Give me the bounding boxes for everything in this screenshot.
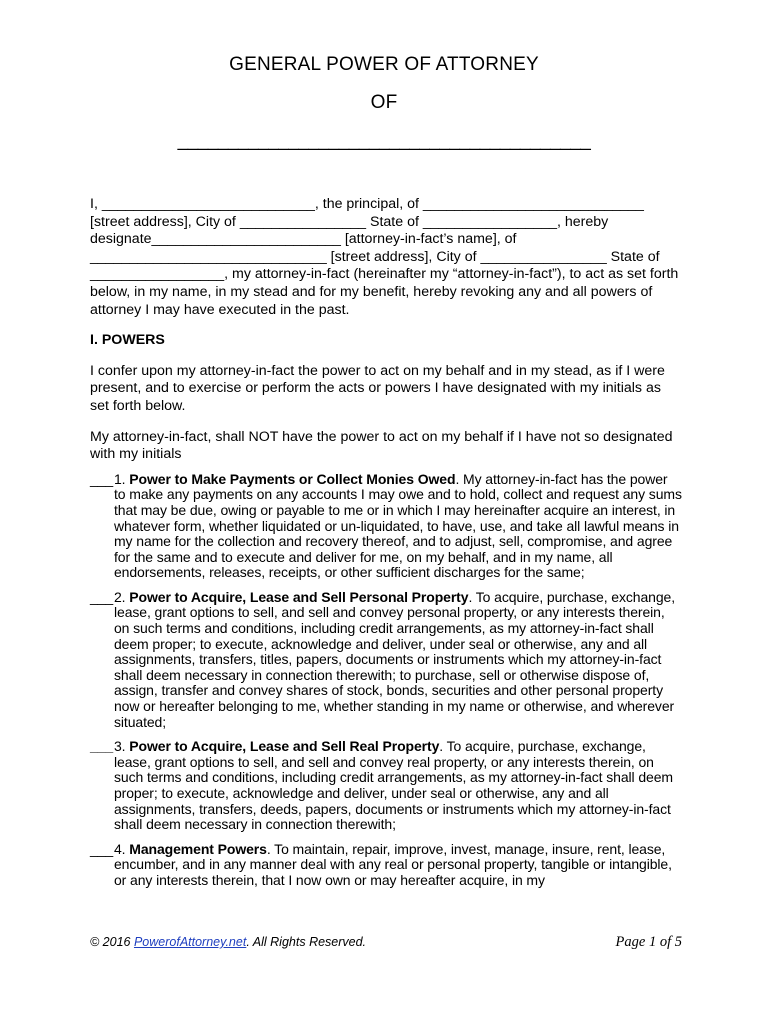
power-item-3 xyxy=(90,739,682,833)
document-title: GENERAL POWER OF ATTORNEY xyxy=(229,54,539,75)
power-item-1 xyxy=(90,472,682,581)
item-title: Power to Acquire, Lease and Sell Real Property xyxy=(129,738,440,755)
website-link[interactable]: PowerofAttorney.net xyxy=(133,935,247,949)
copyright-prefix: © 2016 xyxy=(90,935,134,949)
initials-blank[interactable]: ___ xyxy=(90,738,114,755)
item-title: Power to Make Payments or Collect Monies Owed xyxy=(129,470,456,487)
initials-blank[interactable]: ___ xyxy=(90,588,114,605)
initials-blank[interactable]: ___ xyxy=(90,840,114,857)
item-title: Power to Acquire, Lease and Sell Personal Property xyxy=(129,588,469,605)
document-title-of: OF xyxy=(370,92,398,113)
copyright-suffix: . All Rights Reserved. xyxy=(246,935,367,949)
section-heading-powers: I. POWERS xyxy=(90,332,165,349)
item-text: . To maintain, repair, improve, invest, manage, insure, rent, lease, encumber, and in any manner deal with any real or personal property, tangible or intangible, or any interests therein, that I now own or may hereafter acquire, in my xyxy=(114,840,672,888)
power-item-4 xyxy=(90,842,682,889)
page-number: Page 1 of 5 xyxy=(615,934,682,950)
item-number: 4. xyxy=(114,840,126,857)
document-body xyxy=(90,196,682,898)
item-text: . To acquire, purchase, exchange, lease, grant options to sell, and sell and convey personal property, or any interests therein, on such terms and conditions, including credit arrangements, as my attorney-in-fact shall deem proper; to execute, acknowledge and deliver, under seal or otherwise, any and all assignments, transfers, titles, papers, documents or instruments which my attorney-in-fact shall deem necessary in connection therewith; to purchase, sell or otherwise dispose of, assign, transfer and convey shares of stock, bonds, securities and other personal property now or hereafter belonging to me, whether standing in my name or otherwise, and wherever situated; xyxy=(114,588,676,730)
initials-blank[interactable]: ___ xyxy=(90,470,114,487)
copyright-notice xyxy=(90,935,366,949)
powers-paragraph-1: I confer upon my attorney-in-fact the power to act on my behalf and in my stead, as if I were present, and to exercise or perform the acts or powers I have designated with my initials as set forth below. xyxy=(90,362,665,414)
intro-paragraph: I, ___________________________, the principal, of ____________________________ [street address], City of ________________ State of _________________, hereby designate________________________ [attorney-in-fact’s name], of ______________________________ [street address], City of ________________ State of _________________, my attorney-in-fact (hereinafter my “attorney-in-fact”), to act as set forth below, in my name, in my stead and for my benefit, hereby revoking any and all powers of attorney I may have executed in the past. xyxy=(90,196,679,318)
powers-paragraph-2: My attorney-in-fact, shall NOT have the power to act on my behalf if I have not so designated with my initials xyxy=(90,428,673,463)
item-title: Management Powers xyxy=(129,840,267,857)
principal-name-blank: _________________________________________ xyxy=(177,130,591,151)
item-text: . To acquire, purchase, exchange, lease, grant options to sell, and sell and convey real property, or any interests therein, on such terms and conditions, including credit arrangements, as my attorney-in-fact shall deem proper; to execute, acknowledge and deliver, under seal or otherwise, any and all assignments, transfers, deeds, papers, documents or instruments which my attorney-in-fact shall deem necessary in connection therewith; xyxy=(114,738,673,833)
item-text: . My attorney-in-fact has the power to make any payments on any accounts I may owe and to hold, collect and request any sums that may be due, owing or payable to me or in which I may hereinafter acquire an interest, in whatever form, whether liquidated or un-liquidated, to have, use, and take all lawful means in my name for the collection and recovery thereof, and to adjust, sell, compromise, and agree for the same and to execute and deliver for me, on my behalf, and in my name, all endorsements, releases, receipts, or other sufficient discharges for the same; xyxy=(114,470,682,581)
power-item-2 xyxy=(90,590,682,730)
item-number: 1. xyxy=(114,470,126,487)
item-number: 2. xyxy=(114,588,126,605)
item-number: 3. xyxy=(114,738,126,755)
